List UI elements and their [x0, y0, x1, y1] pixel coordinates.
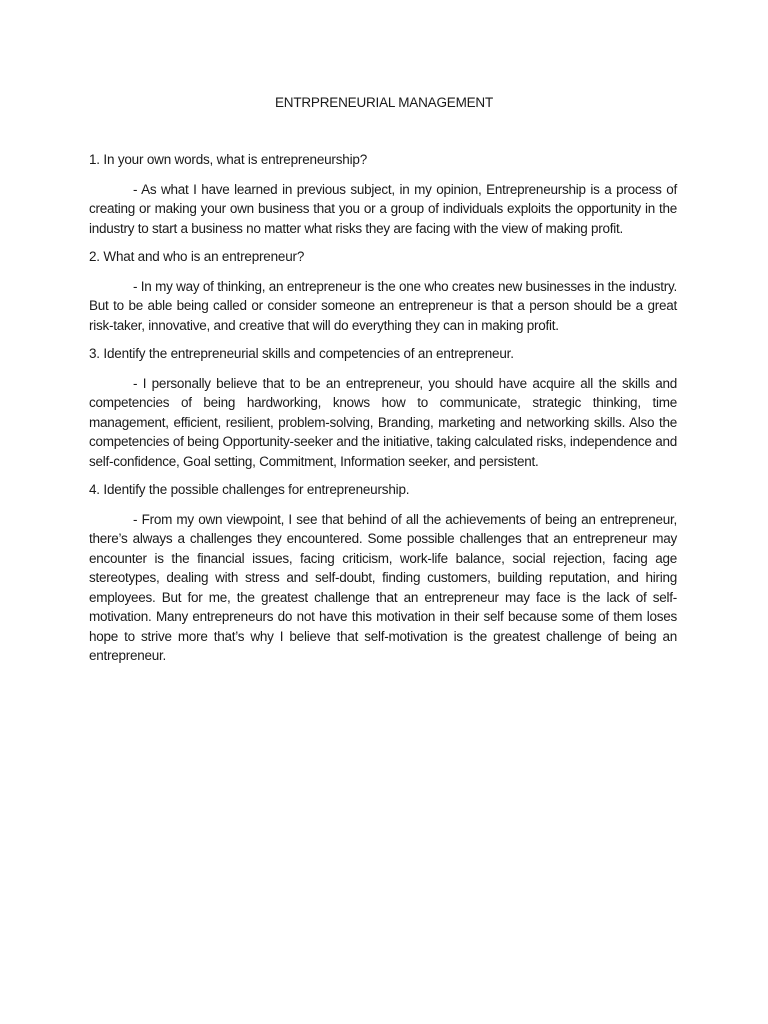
answer-2: - In my way of thinking, an entrepreneur is the one who creates new businesses in the industry. But to be able being called or consider someone an entrepreneur is that a person should be a great risk-taker, innovative, and creative that will do everything they can in making profit.: [89, 278, 677, 333]
section-1: [89, 150, 677, 238]
document-title: ENTRPRENEURIAL MANAGEMENT: [274, 95, 494, 110]
section-4: [89, 480, 677, 666]
section-2: [89, 247, 677, 335]
question-2: 2. What and who is an entrepreneur?: [89, 249, 305, 264]
document-body: [89, 150, 677, 675]
answer-1: - As what I have learned in previous subject, in my opinion, Entrepreneurship is a process of creating or making your own business that you or a group of individuals exploits the opportunity in the industry to start a business no matter what risks they are facing with the view of making profit.: [89, 181, 677, 236]
answer-3: - I personally believe that to be an entrepreneur, you should have acquire all the skills and competencies of being hardworking, knows how to communicate, strategic thinking, time management, efficient, resilient, problem-solving, Branding, marketing and networking skills. Also the competencies of being Opportunity-seeker and the initiative, taking calculated risks, independence and self-confidence, Goal setting, Commitment, Information seeker, and persistent.: [89, 375, 677, 469]
section-3: [89, 344, 677, 471]
question-4: 4. Identify the possible challenges for entrepreneurship.: [89, 482, 410, 497]
answer-4: - From my own viewpoint, I see that behind of all the achievements of being an entrepreneur, there’s always a challenges they encountered. Some possible challenges that an entrepreneur may encounter is the financial issues, facing criticism, work-life balance, social rejection, facing age stereotypes, dealing with stress and self-doubt, finding customers, building reputation, and hiring employees. But for me, the greatest challenge that an entrepreneur may face is the lack of self-motivation. Many entrepreneurs do not have this motivation in their self because some of them loses hope to strive more that’s why I believe that self-motivation is the greatest challenge of being an entrepreneur.: [89, 511, 677, 663]
question-3: 3. Identify the entrepreneurial skills and competencies of an entrepreneur.: [89, 346, 514, 361]
question-1: 1. In your own words, what is entrepreneurship?: [89, 152, 368, 167]
